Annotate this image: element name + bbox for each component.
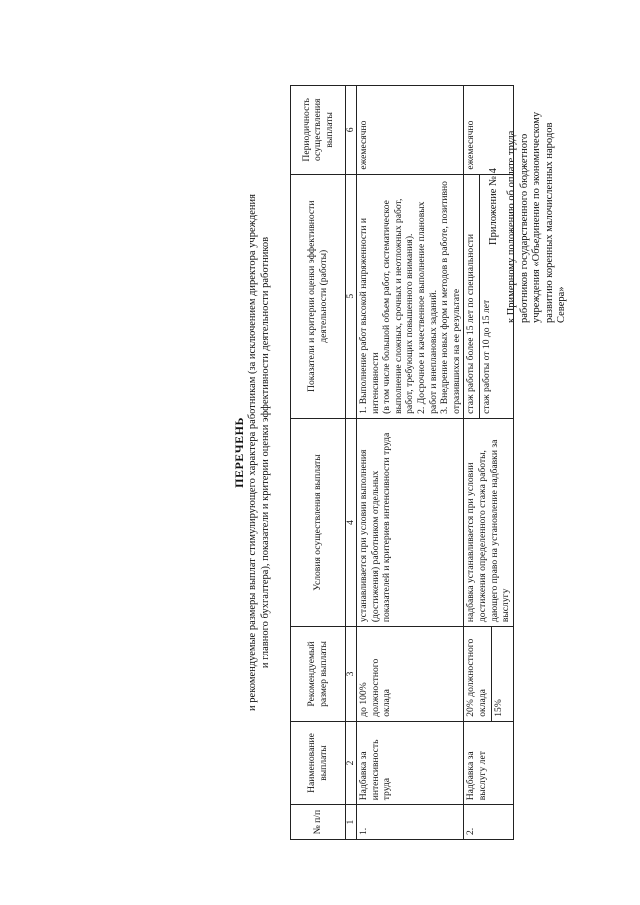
- row-name: Надбавка за выслугу лет: [464, 721, 513, 805]
- row-name: Надбавка за интенсивность труда: [357, 721, 464, 805]
- subtitle-line: и рекомендуемые размеры выплат стимулирующего характера работникам (за исключением директора учреждения: [247, 194, 258, 711]
- index-cell: 2: [346, 721, 357, 805]
- approval-line: работников государственного бюджетного: [518, 133, 530, 323]
- table-row: [357, 86, 464, 840]
- row-num: 2.: [464, 805, 513, 840]
- row-condition: надбавка устанавливается при условии достижения определенного стажа работы, дающего право на установление надбавки за выслугу: [464, 418, 513, 626]
- approval-line: развитию коренных малочисленных народов: [543, 122, 555, 323]
- document-subtitle: [247, 0, 272, 905]
- criteria-item: (в том числе большой объем работ, систематическое выполнение сложных, срочных и неотложных работ, работ, требующих повышенного внимания).: [381, 198, 416, 414]
- header-condition: Условия осуществления выплаты: [291, 418, 346, 626]
- payments-table: [290, 85, 514, 840]
- header-size: Рекомендуемый размер выплаты: [291, 627, 346, 722]
- row-size: до 100% должностного оклада: [357, 627, 464, 722]
- table-row: [464, 86, 513, 840]
- row-period: ежемесячно: [464, 86, 513, 175]
- size-bottom: 15%: [491, 627, 505, 721]
- approval-line: к Примерному положению об оплате труда: [506, 130, 518, 323]
- criteria-item: 3. Внедрение новых форм и методов в работе, позитивно отразившихся на ее результате: [439, 181, 462, 414]
- index-cell: 3: [346, 627, 357, 722]
- approval-line: Севера»: [556, 286, 568, 323]
- approval-line: учреждения «Объединение по экономическому: [531, 111, 543, 323]
- criteria-bottom: стаж работы от 10 до 15 лет: [479, 175, 493, 418]
- table-header-row: [291, 86, 346, 840]
- index-cell: 5: [346, 174, 357, 418]
- size-top: 20% должностного оклада: [465, 638, 488, 717]
- row-period: ежемесячно: [357, 86, 464, 175]
- header-criteria: Показатели и критерии оценки эффективности деятельности (работы): [291, 174, 346, 418]
- row-criteria: [464, 174, 513, 418]
- appendix-number: Приложение № 4: [488, 168, 499, 245]
- table-index-row: [346, 86, 357, 840]
- index-cell: 1: [346, 805, 357, 840]
- index-cell: 4: [346, 418, 357, 626]
- criteria-top: стаж работы более 15 лет по специальности: [465, 233, 477, 414]
- header-period: Периодичность осуществления выплаты: [291, 86, 346, 175]
- criteria-item: 1. Выполнение работ высокой напряженности и интенсивности: [358, 217, 381, 414]
- row-criteria: [357, 174, 464, 418]
- criteria-item: 2. Досрочное и качественное выполнение плановых работ и внеплановых заданий.: [415, 201, 439, 414]
- index-cell: 6: [346, 86, 357, 175]
- header-name: Наименование выплаты: [291, 721, 346, 805]
- row-size: [464, 627, 513, 722]
- subtitle-line: и главного бухгалтера), показатели и критерии оценки эффективности деятельности работников: [259, 236, 271, 669]
- row-condition: устанавливается при условии выполнения (достижения) работником отдельных показателей и критериев интенсивности труда: [357, 418, 464, 626]
- header-num: № п/п: [291, 805, 346, 840]
- row-num: 1.: [357, 805, 464, 840]
- document-title: ПЕРЕЧЕНЬ: [232, 417, 246, 488]
